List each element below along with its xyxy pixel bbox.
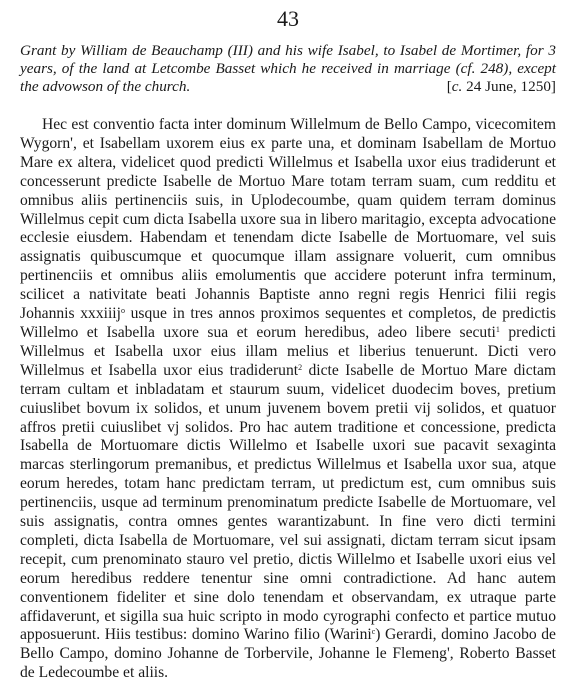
superscript-c: c — [371, 627, 376, 637]
footnote-marker-2: 2 — [298, 362, 303, 372]
date-circa: c. — [451, 78, 463, 95]
document-heading — [20, 42, 556, 96]
superscript-o: o — [120, 306, 125, 316]
charter-text-part-3: predicti Willelmus et Isabella uxor eius illam melius et liberius tenuerunt. Dicti vero Willelmus et Isabella uxor eius tradiderunt — [20, 323, 556, 379]
charter-text-part-2: usque in tres annos proximos sequentes et completos, de predictis Willelmo et Isabella uxore sua et eorum heredibus, adeo libere secuti — [20, 305, 556, 341]
charter-text — [20, 116, 556, 683]
date-open-bracket: [ — [446, 78, 452, 95]
charter-text-part-5: ) Gerardi, domino Jacobo de Bello Campo, domino Johanne de Torbervile, Johanne le Flemeng', Roberto Basset de Ledecoumbe et aliis. — [20, 626, 556, 682]
charter-text-part-1: Hec est conventio facta inter dominum Willelmum de Bello Campo, vicecomitem Wygorn', et Isabellam uxorem eius ex parte una, et dominam Isabellam de Mortuo Mare ex altera, videlicet quod predicti Willelmus et Isabella uxor eius tradiderunt et concesserunt predicte Isabelle de Mortuo Mare totam terram suam, cum redditu et omnibus aliis pertinenciis suis, in Uplodecoumbe, quam quidem terram dominus Willelmus cepit cum dicta Isabella uxore sua in libero maritagio, excepta advocatione ecclesie eiusdem. Habendam et tenendam dicte Isabelle de Mortuomare, vel suis assignatis quibuscumque et quocumque illam assignare voluerit, cum omnibus pertinenciis et omnibus aliis emolumentis que accidere poterunt infra terminum, scilicet a nativitate beati Johannis Baptiste anno regni regis Henrici filii regis Johannis xxxiiij — [20, 116, 556, 323]
heading-date — [447, 78, 556, 96]
date-value: 24 June, 1250] — [462, 78, 556, 95]
document-number: 43 — [277, 6, 299, 31]
footnote-marker-1: 1 — [495, 324, 500, 334]
charter-text-part-4: dicte Isabelle de Mortuo Mare dictam terram cultam et inbladatam et staurum suum, videlicet duodecim boves, pretium cuiuslibet bovum ix solidos, et unum juvenem bovem pretii vij solidos, et quatuor affros pretii cuiuslibet vj solidos. Pro hac autem traditione et concessione, predicta Isabella de Mortuomare dictis Willelmo et Isabelle uxori sue pacavit sexaginta marcas sterlingorum premanibus, et predictus Willelmus et Isabella uxor sua, atque eorum heredes, totam hanc predictam terram, ut predictum est, cum omnibus suis pertinenciis, usque ad terminum prenominatum predicte Isabelle de Mortuomare, vel suis assignatis, contra omnes gentes warantizabunt. In fine vero dicti termini completi, dicta Isabella de Mortuomare, vel sui assignati, dictam terram sicut ipsam recepit, cum prenominato stauro vel pretio, dictis Willelmo et Isabelle uxori eius vel eorum heredibus reddere tenentur sine omni contradictione. Ad hanc autem conventionem fideliter et sine dolo tenendam et observandam, ex utraque parte affidaverunt, et sigilla sua huic scripto in modo cyrographi confecto et partice mutuo apposuerunt. Hiis testibus: domino Warino filio (Warini — [20, 361, 557, 644]
heading-summary: Grant by William de Beauchamp (III) and his wife Isabel, to Isabel de Mortimer, for 3 years, of the land at Letcombe Basset which he received in marriage (cf. 248), except the advowson of the church. — [20, 42, 556, 95]
